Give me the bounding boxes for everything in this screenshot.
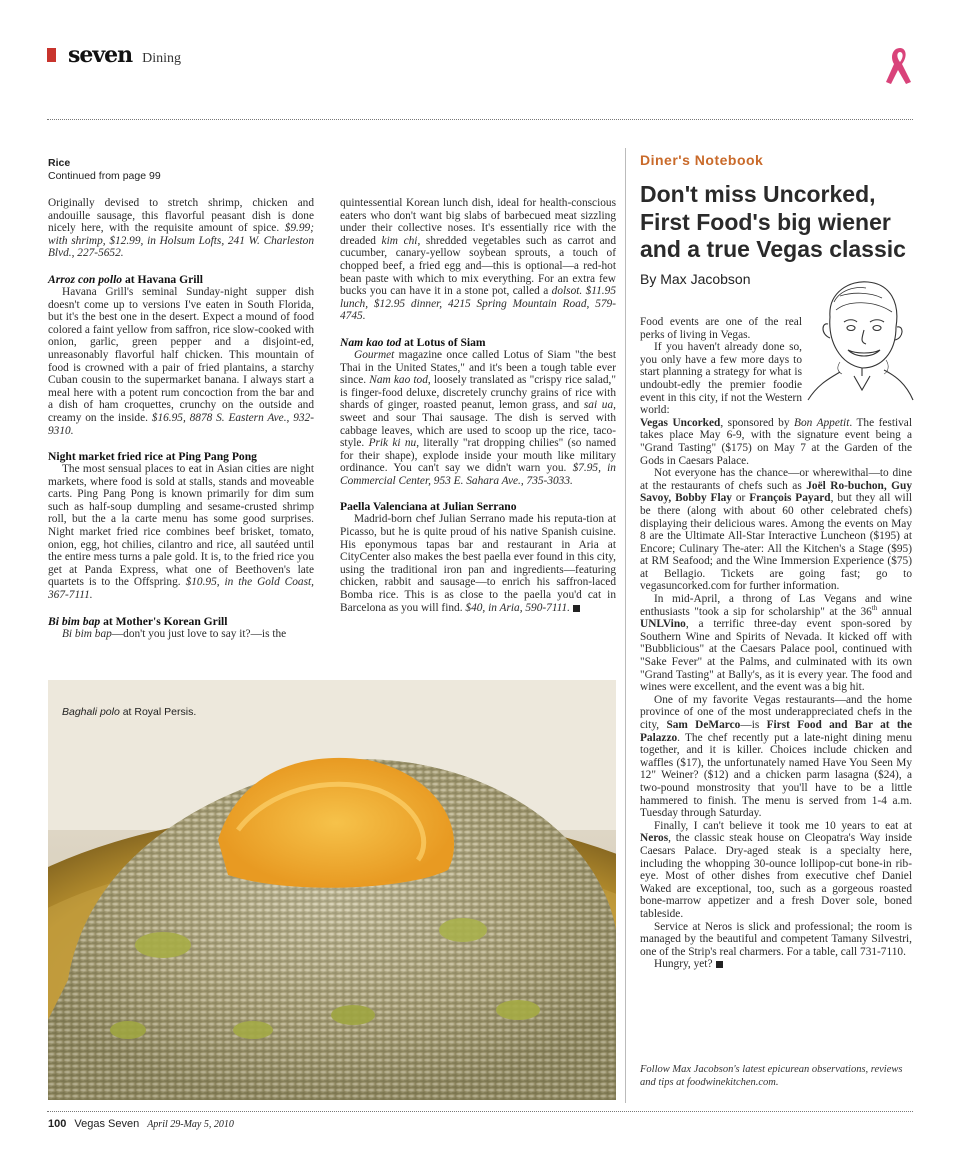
sidebar-headline: Don't miss Uncorked, First Food's big wiener and a true Vegas classic: [640, 181, 906, 262]
rice-dish-image: [48, 680, 616, 1100]
review-body: Gourmet magazine once called Lotus of Siam "the best Thai in the United States," and it's been a tough table ever since. Nam kao tod, loosely translated as "crispy rice salad," is finger-food deluxe, discretely crunchy grains of rice with shards of ginger, roasted peanut, lemon grass, and sai ua, sweet and sour Thai sausage. The dish is served with cabbage leaves, which are used to scoop up the rice, taco-style. Prik ki nu, literally "rat dropping chilies" (so named for their shape), explode inside your mouth like military ordinance. You can't say we didn't warn you. $7.95, in Commercial Center, 953 E. Sahara Ave., 735-3033.: [340, 348, 616, 487]
photo-caption: Baghali polo at Royal Persis.: [62, 706, 197, 718]
section-name: Dining: [142, 51, 182, 66]
article-column-2: [340, 197, 616, 614]
brand-logo: seven: [68, 42, 133, 68]
article-label: [48, 157, 161, 183]
review-heading: Arroz con pollo at Havana Grill: [48, 272, 203, 286]
review-body: Madrid-born chef Julian Serrano made his reputa-tion at Picasso, but he is quite proud of his native Spanish cuisine. His eponymous tapas bar and restaurant in Aria at CityCenter also makes the best paella ever found in this city, using the traditional iron pan and ingredients—featuring chicken, rabbit and sausage—to enrich his saffron-laced Bomba rice. This is as close to the paella you'd cat in Barcelona as you will find. $40, in Aria, 590-7111.: [340, 513, 616, 614]
pink-ribbon-icon: [880, 42, 920, 90]
issue-date: April 29-May 5, 2010: [147, 1119, 234, 1130]
sidebar-body: [640, 316, 912, 971]
article-topic: Rice: [48, 157, 71, 169]
footer-divider: [47, 1111, 913, 1112]
intro-paragraph: Originally devised to stretch shrimp, chicken and andouille sausage, this flavorful peasant dish is done nicely here, with the requisite amount of spice. $9.99; with shrimp, $12.99, in Holsum Lofts, 241 W. Charleston Blvd., 227-5652.: [48, 197, 314, 260]
sidebar-paragraph: In mid-April, a throng of Las Vegans and wine enthusiasts "took a sip for scholarship" at the 36th annual UNLVino, a terrific three-day event spon-sored by Southern Wine and Spirits of Nevada. It kicked off with "Bubblicious" at the Caesars Palace pool, continued with "Sake Fever" at the Palms, and culminated with its own "Grand Tasting" at Bally's, as it is every year. The food and wines were excellent, and the event was a big hit.: [640, 593, 912, 694]
publication-name: Vegas Seven: [74, 1118, 140, 1130]
sidebar-paragraph: Food events are one of the real perks of living in Vegas.: [640, 316, 802, 341]
sidebar-paragraph: Hungry, yet?: [640, 958, 912, 971]
sidebar-paragraph: Vegas Uncorked, sponsored by Bon Appetit. The festival takes place May 6-9, with the signature event being a "Grand Tasting" ($175) on May 7 at the Garden of the Gods in Caesars Palace.: [640, 416, 912, 467]
page-number: 100: [48, 1118, 67, 1130]
review-heading: Nam kao tod at Lotus of Siam: [340, 335, 486, 349]
continued-note: Continued from page 99: [48, 170, 161, 182]
article-column-1: [48, 197, 314, 640]
masthead: [47, 42, 181, 68]
header-divider: [47, 119, 913, 120]
sidebar-paragraph: One of my favorite Vegas restaurants—and the home province of one of the most underappreciated chefs in the city, Sam DeMarco—is First Food and Bar at the Palazzo. The chef recently put a late-night dining menu together, and it is killer. Choices include chicken and waffles ($17), the unfortunately named Have You Seen My 12" Weiner? ($12) and a chicken parm lasagna ($24), a two-pound monstrosity that you'll have to be a little hammered to finish. The menu is served from 1-4 a.m. Tuesday through Saturday.: [640, 693, 913, 820]
sidebar-paragraph: If you haven't already done so, you only have a few more days to start planning a strategy for what is undoubt-edly the premier foodie event in this city, if not the Western world:: [640, 341, 802, 417]
review-heading: Paella Valenciana at Julian Serrano: [340, 500, 517, 514]
review-heading: Bi bim bap at Mother's Korean Grill: [48, 614, 228, 628]
review-body: The most sensual places to eat in Asian cities are night markets, where food is sold at stalls, stands and moveable carts. Ping Pang Pong is known primarily for dim sum such as half-soup dumpling and sesame-crusted shrimp roll, but the a la carte menu has some good surprises. Night market fried rice combines beef brisket, tomato, onion, egg, hot chilies, cilantro and rice, all sautéed until the entire mess turns a pale gold. It is, to the fried rice you get at Panda Express, what one of Beethoven's late quartets is to the Offspring. $10.95, in the Gold Coast, 367-7111.: [48, 463, 314, 602]
sidebar-paragraph: Finally, I can't believe it took me 10 years to eat at Neros, the classic steak house on Cleopatra's Way inside Caesars Palace. Dry-aged steak is a specialty here, including the whopping 30-ounce lollipop-cut bone-in rib-eye. Most of other dishes from executive chef Daniel Waked are exceptional, too, such as a gorgeous roasted bone-marrow appetizer and a fresh Dover sole, boned tableside.: [640, 819, 912, 920]
column-label: Diner's Notebook: [640, 152, 764, 168]
review-body: quintessential Korean lunch dish, ideal for health-conscious eaters who don't want big slabs of barbecued meat sizzling under their collective noses. It's essentially rice with the dreaded kim chi, shredded vegetables such as carrot and cucumber, canary-yellow soybean sprouts, a touch of chopped beef, a fried egg and—this is optional—a red-hot bean paste with which to mix everything. For an extra few bucks you can have it in a stone pot, called a dolsot. $11.95 lunch, $12.95 dinner, 4215 Spring Mountain Road, 579-4745.: [340, 197, 616, 323]
end-mark-icon: [573, 605, 580, 612]
review-body: Bi bim bap—don't you just love to say it?—is the: [62, 627, 287, 640]
review-heading: Night market fried rice at Ping Pang Pong: [48, 450, 257, 464]
author-note: Follow Max Jacobson's latest epicurean observations, reviews and tips at foodwinekitchen.com.: [640, 1064, 903, 1088]
brand-mark: [47, 48, 56, 62]
review-body: Havana Grill's seminal Sunday-night supper dish doesn't come up to versions I've eaten in South Florida, but it's the best one in the desert. Expect a mound of food colored a faint yellow from saffron, rice slow-cooked with onion, garlic, green pepper and a disjoint-ed, unreasonably flavorful half chicken. This mountain of food is crowned with a pair of fried plantains, a starchy Cuban cousin to the supermarket banana. I always start a meal here with a potent rum concoction from the bar and a dish of ham croquettes, crunchy on the outside and creamy on the inside. $16.95, 8878 S. Eastern Ave., 932-9310.: [48, 285, 314, 437]
sidebar-paragraph: Not everyone has the chance—or wherewithal—to dine at the restaurants of chefs such as Joël Ro-buchon, Guy Savoy, Bobby Flay or François Payard, but they all will be there (along with about 60 other celebrated chefs) displaying their delicious wares. Among the events on May 8 are the Ultimate All-Star Interactive Luncheon ($195) at Encore; Culinary The-ater: All the Kitchen's a Stage ($95) at RM Seafood; and the Wine Immersion Experience ($75) at Bellagio. Tickets are going fast; go to vegasuncorked.com for further information.: [640, 467, 912, 593]
sidebar-paragraph: Service at Neros is slick and professional; the room is managed by the beautiful and competent Tamany Silvestri, one of the Strip's real charmers. For a table, call 731-7110.: [640, 920, 912, 958]
page-footer: [48, 1118, 234, 1130]
food-photo: [48, 680, 616, 1100]
byline: By Max Jacobson: [640, 271, 751, 287]
column-divider: [625, 148, 626, 1103]
end-mark-icon: [716, 961, 723, 968]
